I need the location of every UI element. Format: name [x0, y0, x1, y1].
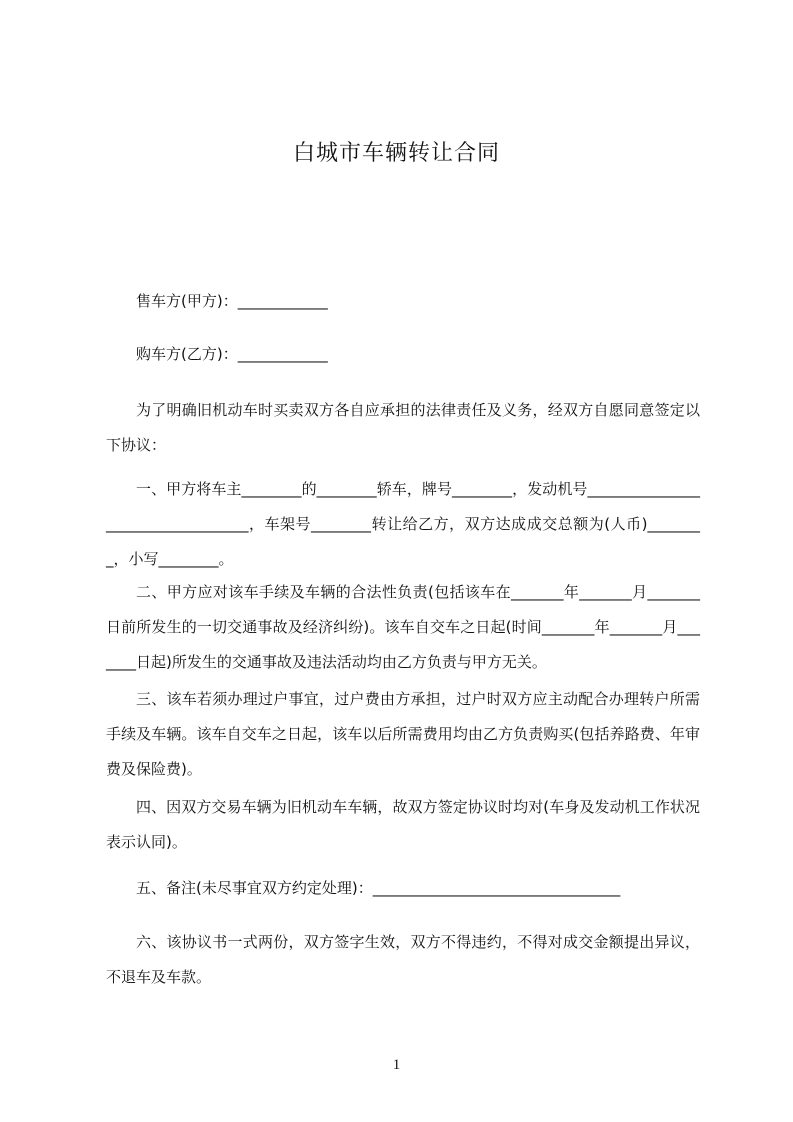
seller-line: 售车方(甲方)：____________ — [136, 292, 328, 310]
clause-3-paragraph: 三、该车若须办理过户事宜，过户费由方承担，过户时双方应主动配合办理转户所需手续及车辆。该车自交车之日起，该车以后所需费用均由乙方负责购买(包括养路费、年审费及保险费)。 — [106, 690, 700, 778]
buyer-line: 购车方(乙方)：____________ — [136, 345, 328, 363]
page-title: 白城市车辆转让合同 — [292, 141, 500, 166]
clause-2-paragraph: 二、甲方应对该车手续及车辆的合法性负责(包括该车在_______年_______月_______日前所发生的一切交通事故及经济纠纷)。该车自交车之日起(时间_______年_______月_______日起)所发生的交通事故及违法活动均由乙方负责与甲方无关。 — [106, 583, 700, 671]
page-number: 1 — [392, 1057, 401, 1073]
intro-paragraph: 为了明确旧机动车时买卖双方各自应承担的法律责任及义务，经双方自愿同意签定以下协议： — [106, 401, 700, 454]
clause-6-paragraph: 六、该协议书一式两份，双方签字生效，双方不得违约，不得对成交金额提出异议，不退车及车款。 — [106, 933, 700, 986]
clause-5-remarks: 五、备注(未尽事宜双方约定处理)：_________________________________ — [136, 879, 621, 897]
clause-1-paragraph: 一、甲方将车主________的________轿车，牌号________，发动机号__________________________________，车架号________转让给乙方，双方达成成交总额为(人币)________，小写________。 — [106, 480, 700, 568]
clause-4-paragraph: 四、因双方交易车辆为旧机动车车辆，故双方签定协议时均对(车身及发动机工作状况表示认同)。 — [106, 798, 700, 851]
